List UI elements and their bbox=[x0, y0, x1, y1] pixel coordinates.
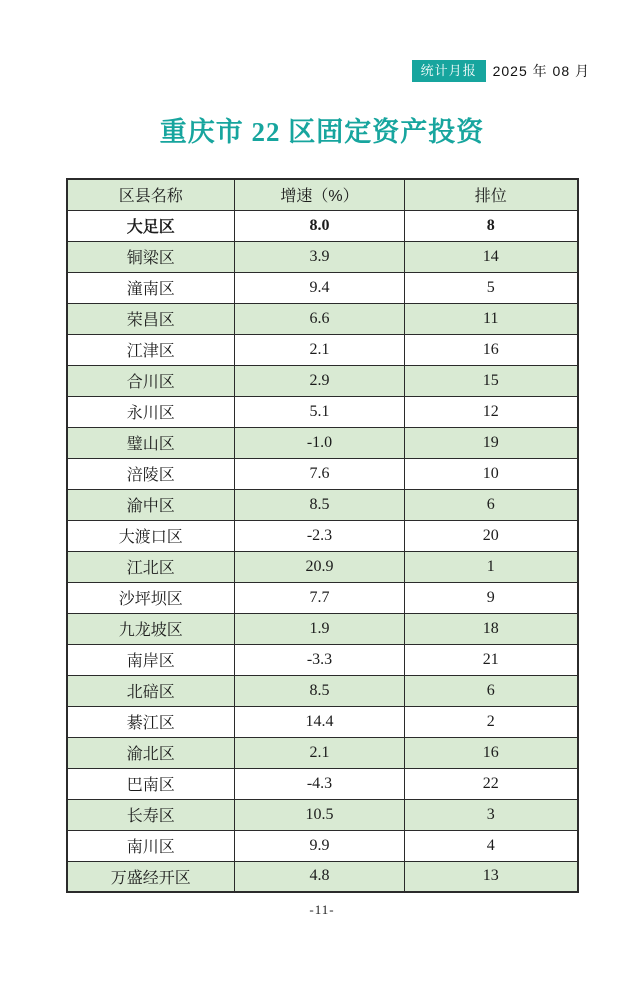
growth-rate-cell: 7.6 bbox=[235, 458, 405, 489]
district-name-cell: 沙坪坝区 bbox=[67, 582, 235, 613]
growth-rate-cell: -3.3 bbox=[235, 644, 405, 675]
table-row bbox=[67, 210, 578, 241]
rank-cell: 16 bbox=[405, 334, 578, 365]
district-name-cell: 江北区 bbox=[67, 551, 235, 582]
table-header-row bbox=[67, 179, 578, 210]
district-name-cell: 綦江区 bbox=[67, 706, 235, 737]
growth-rate-cell: 9.9 bbox=[235, 830, 405, 861]
table-row bbox=[67, 272, 578, 303]
rank-cell: 22 bbox=[405, 768, 578, 799]
table-row bbox=[67, 861, 578, 892]
growth-rate-cell: 3.9 bbox=[235, 241, 405, 272]
rank-cell: 10 bbox=[405, 458, 578, 489]
district-name-cell: 万盛经开区 bbox=[67, 861, 235, 892]
growth-rate-cell: 7.7 bbox=[235, 582, 405, 613]
rank-cell: 20 bbox=[405, 520, 578, 551]
table-row bbox=[67, 551, 578, 582]
table-row bbox=[67, 303, 578, 334]
district-name-cell: 大足区 bbox=[67, 210, 235, 241]
rank-cell: 6 bbox=[405, 489, 578, 520]
table-row bbox=[67, 489, 578, 520]
rank-cell: 1 bbox=[405, 551, 578, 582]
rank-cell: 8 bbox=[405, 210, 578, 241]
column-header-rank: 排位 bbox=[405, 179, 578, 210]
rank-cell: 12 bbox=[405, 396, 578, 427]
district-name-cell: 九龙坡区 bbox=[67, 613, 235, 644]
district-name-cell: 渝北区 bbox=[67, 737, 235, 768]
table-row bbox=[67, 396, 578, 427]
table-row bbox=[67, 582, 578, 613]
rank-cell: 19 bbox=[405, 427, 578, 458]
table-row bbox=[67, 334, 578, 365]
page-title: 重庆市 22 区固定资产投资 bbox=[159, 117, 485, 147]
rank-cell: 15 bbox=[405, 365, 578, 396]
rank-cell: 9 bbox=[405, 582, 578, 613]
table-row bbox=[67, 365, 578, 396]
growth-rate-cell: 20.9 bbox=[235, 551, 405, 582]
rank-cell: 14 bbox=[405, 241, 578, 272]
district-name-cell: 巴南区 bbox=[67, 768, 235, 799]
table-row bbox=[67, 768, 578, 799]
growth-rate-cell: -2.3 bbox=[235, 520, 405, 551]
table-body bbox=[67, 210, 578, 892]
growth-rate-cell: 8.0 bbox=[235, 210, 405, 241]
rank-cell: 13 bbox=[405, 861, 578, 892]
rank-cell: 21 bbox=[405, 644, 578, 675]
rank-cell: 4 bbox=[405, 830, 578, 861]
district-name-cell: 渝中区 bbox=[67, 489, 235, 520]
growth-rate-cell: 2.1 bbox=[235, 737, 405, 768]
rank-cell: 16 bbox=[405, 737, 578, 768]
growth-rate-cell: -4.3 bbox=[235, 768, 405, 799]
growth-rate-cell: 4.8 bbox=[235, 861, 405, 892]
table-row bbox=[67, 458, 578, 489]
district-name-cell: 潼南区 bbox=[67, 272, 235, 303]
district-name-cell: 涪陵区 bbox=[67, 458, 235, 489]
column-header-growth: 增速（%） bbox=[235, 179, 405, 210]
district-name-cell: 南岸区 bbox=[67, 644, 235, 675]
report-meta bbox=[412, 60, 590, 82]
page-number: -11- bbox=[309, 902, 335, 917]
district-name-cell: 长寿区 bbox=[67, 799, 235, 830]
growth-rate-cell: 2.1 bbox=[235, 334, 405, 365]
growth-rate-cell: 14.4 bbox=[235, 706, 405, 737]
district-name-cell: 北碚区 bbox=[67, 675, 235, 706]
growth-rate-cell: -1.0 bbox=[235, 427, 405, 458]
investment-table bbox=[66, 178, 579, 893]
table-row bbox=[67, 675, 578, 706]
table-row bbox=[67, 737, 578, 768]
district-name-cell: 璧山区 bbox=[67, 427, 235, 458]
district-name-cell: 江津区 bbox=[67, 334, 235, 365]
table-row bbox=[67, 613, 578, 644]
growth-rate-cell: 5.1 bbox=[235, 396, 405, 427]
table-row bbox=[67, 520, 578, 551]
table-row bbox=[67, 799, 578, 830]
rank-cell: 5 bbox=[405, 272, 578, 303]
rank-cell: 3 bbox=[405, 799, 578, 830]
table-row bbox=[67, 644, 578, 675]
report-date: 2025 年 08 月 bbox=[492, 62, 590, 79]
growth-rate-cell: 2.9 bbox=[235, 365, 405, 396]
rank-cell: 6 bbox=[405, 675, 578, 706]
table-row bbox=[67, 427, 578, 458]
growth-rate-cell: 10.5 bbox=[235, 799, 405, 830]
growth-rate-cell: 8.5 bbox=[235, 675, 405, 706]
column-header-district: 区县名称 bbox=[67, 179, 235, 210]
district-name-cell: 合川区 bbox=[67, 365, 235, 396]
rank-cell: 2 bbox=[405, 706, 578, 737]
growth-rate-cell: 1.9 bbox=[235, 613, 405, 644]
growth-rate-cell: 9.4 bbox=[235, 272, 405, 303]
growth-rate-cell: 6.6 bbox=[235, 303, 405, 334]
rank-cell: 11 bbox=[405, 303, 578, 334]
table-row bbox=[67, 241, 578, 272]
district-name-cell: 永川区 bbox=[67, 396, 235, 427]
district-name-cell: 荣昌区 bbox=[67, 303, 235, 334]
growth-rate-cell: 8.5 bbox=[235, 489, 405, 520]
table-row bbox=[67, 706, 578, 737]
table-row bbox=[67, 830, 578, 861]
district-name-cell: 大渡口区 bbox=[67, 520, 235, 551]
report-type-badge: 统计月报 bbox=[412, 60, 486, 82]
district-name-cell: 南川区 bbox=[67, 830, 235, 861]
rank-cell: 18 bbox=[405, 613, 578, 644]
district-name-cell: 铜梁区 bbox=[67, 241, 235, 272]
